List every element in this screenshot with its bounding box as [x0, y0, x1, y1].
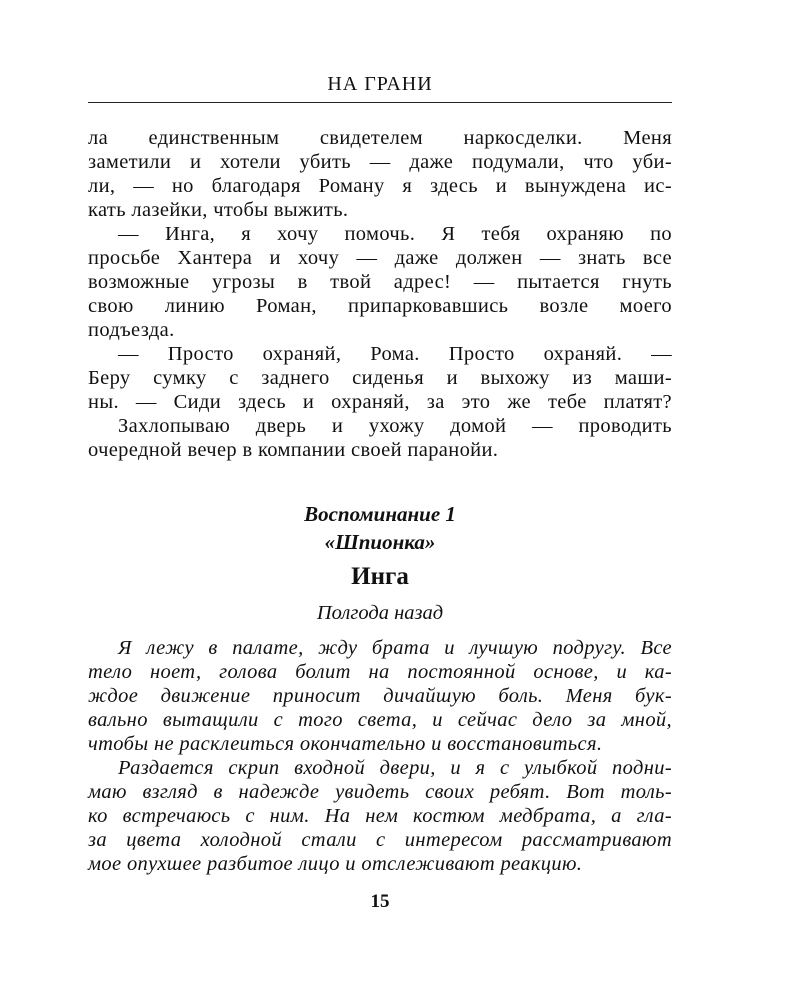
- running-head: НА ГРАНИ: [327, 73, 433, 95]
- text-line: чтобы не расклеиться окончательно и восстановиться.: [88, 733, 603, 755]
- text-line: заметили и хотели убить — даже подумали, что уби-: [88, 151, 672, 173]
- text-line: вально вытащили с того света, и сейчас дело за мной,: [88, 709, 672, 731]
- text-line: кать лазейки, чтобы выжить.: [88, 199, 349, 221]
- body-text-part1: [88, 126, 672, 462]
- text-line: Захлопываю дверь и ухожу домой — проводить: [118, 415, 672, 437]
- text-line: Я лежу в палате, жду брата и лучшую подругу. Все: [118, 637, 672, 659]
- text-line: за цвета холодной стали с интересом рассматривают: [88, 829, 672, 851]
- text-line: мое опухшее разбитое лицо и отслеживают реакцию.: [88, 853, 583, 875]
- text-line: ны. — Сиди здесь и охраняй, за это же тебе платят?: [88, 391, 672, 413]
- text-line: Раздается скрип входной двери, и я с улыбкой подни-: [118, 757, 672, 779]
- header-divider: [88, 102, 672, 103]
- text-line: подъезда.: [88, 319, 175, 341]
- text-line: ла единственным свидетелем наркосделки. Меня: [88, 127, 672, 149]
- text-line: просьбе Хантера и хочу — даже должен — знать все: [88, 247, 672, 269]
- text-line: ко встречаюсь с ним. На нем костюм медбрата, а гла-: [88, 805, 672, 827]
- chapter-title: «Шпионка»: [324, 530, 436, 554]
- text-line: — Инга, я хочу помочь. Я тебя охраняю по: [118, 223, 672, 245]
- text-line: ли, — но благодаря Роману я здесь и вынуждена ис-: [88, 175, 672, 197]
- chapter-heading: Воспоминание 1: [304, 502, 456, 526]
- text-line: маю взгляд в надежде увидеть своих ребят. Вот толь-: [88, 781, 672, 803]
- body-text-part2: [88, 636, 672, 876]
- text-line: тело ноет, голова болит на постоянной основе, и ка-: [88, 661, 672, 683]
- text-line: очередной вечер в компании своей паранойи.: [88, 439, 499, 461]
- text-line: свою линию Роман, припарковавшись возле моего: [88, 295, 672, 317]
- page-number: 15: [370, 891, 390, 912]
- text-line: возможные угрозы в твой адрес! — пытается гнуть: [88, 271, 672, 293]
- text-line: Беру сумку с заднего сиденья и выхожу из маши-: [88, 367, 672, 389]
- time-marker: Полгода назад: [316, 602, 444, 624]
- text-line: — Просто охраняй, Рома. Просто охраняй. —: [118, 343, 672, 365]
- text-line: ждое движение приносит дичайшую боль. Меня бук-: [88, 685, 672, 707]
- character-name: Инга: [351, 563, 409, 590]
